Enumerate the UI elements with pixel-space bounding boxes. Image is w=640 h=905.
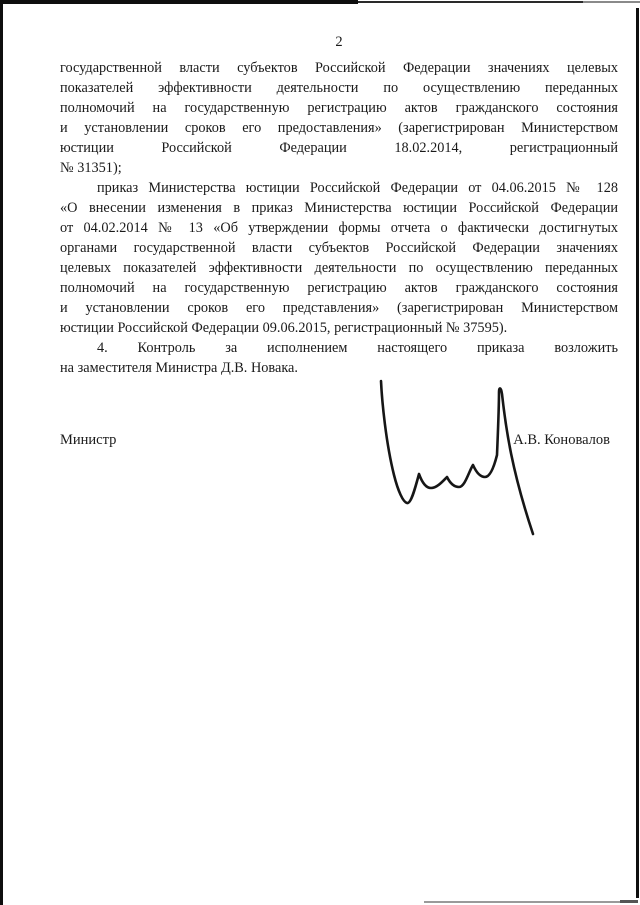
text-line: приказ Министерства юстиции Российской Федерации от 04.06.2015 № 128 <box>97 180 618 196</box>
text-line: юстиции Российской Федерации 18.02.2014, регистрационный <box>60 140 618 156</box>
scan-border-left <box>0 0 3 905</box>
paragraph <box>60 58 618 178</box>
text-line: и установлении сроков его предоставления» (зарегистрирован Министерством <box>60 120 618 136</box>
handwritten-signature-icon <box>355 368 545 543</box>
text-line: 4. Контроль за исполнением настоящего приказа возложить <box>97 340 618 356</box>
text-line: государственной власти субъектов Российской Федерации значениях целевых <box>60 60 618 76</box>
text-line: юстиции Российской Федерации 09.06.2015, регистрационный № 37595). <box>60 320 508 336</box>
text-line: «О внесении изменения в приказ Министерства юстиции Российской Федерации <box>60 200 618 216</box>
text-line: целевых показателей эффективности деятельности по осуществлению переданных <box>60 260 618 276</box>
signer-name: А.В. Коновалов <box>513 432 610 448</box>
text-line: на заместителя Министра Д.В. Новака. <box>60 360 298 376</box>
text-line: от 04.02.2014 № 13 «Об утверждении формы отчета о фактически достигнутых <box>60 220 618 236</box>
scan-border-top <box>358 1 583 3</box>
scan-border-bottom <box>424 901 620 903</box>
text-line: полномочий на государственную регистрацию актов гражданского состояния <box>60 280 618 296</box>
scan-border-right <box>636 8 639 898</box>
text-line: полномочий на государственную регистрацию актов гражданского состояния <box>60 100 618 116</box>
text-line: и установлении сроков его представления» (зарегистрирован Министерством <box>60 300 618 316</box>
scan-border-top <box>0 0 358 4</box>
scan-border-top <box>583 1 640 3</box>
page-number: 2 <box>335 34 343 50</box>
text-line: показателей эффективности деятельности по осуществлению переданных <box>60 80 618 96</box>
text-line: органами государственной власти субъектов Российской Федерации значениях <box>60 240 618 256</box>
paragraph <box>60 178 618 338</box>
text-line: № 31351); <box>60 160 122 176</box>
scan-border-bottom <box>620 900 638 903</box>
signer-role-label: Министр <box>60 432 117 448</box>
document-body <box>60 58 618 378</box>
